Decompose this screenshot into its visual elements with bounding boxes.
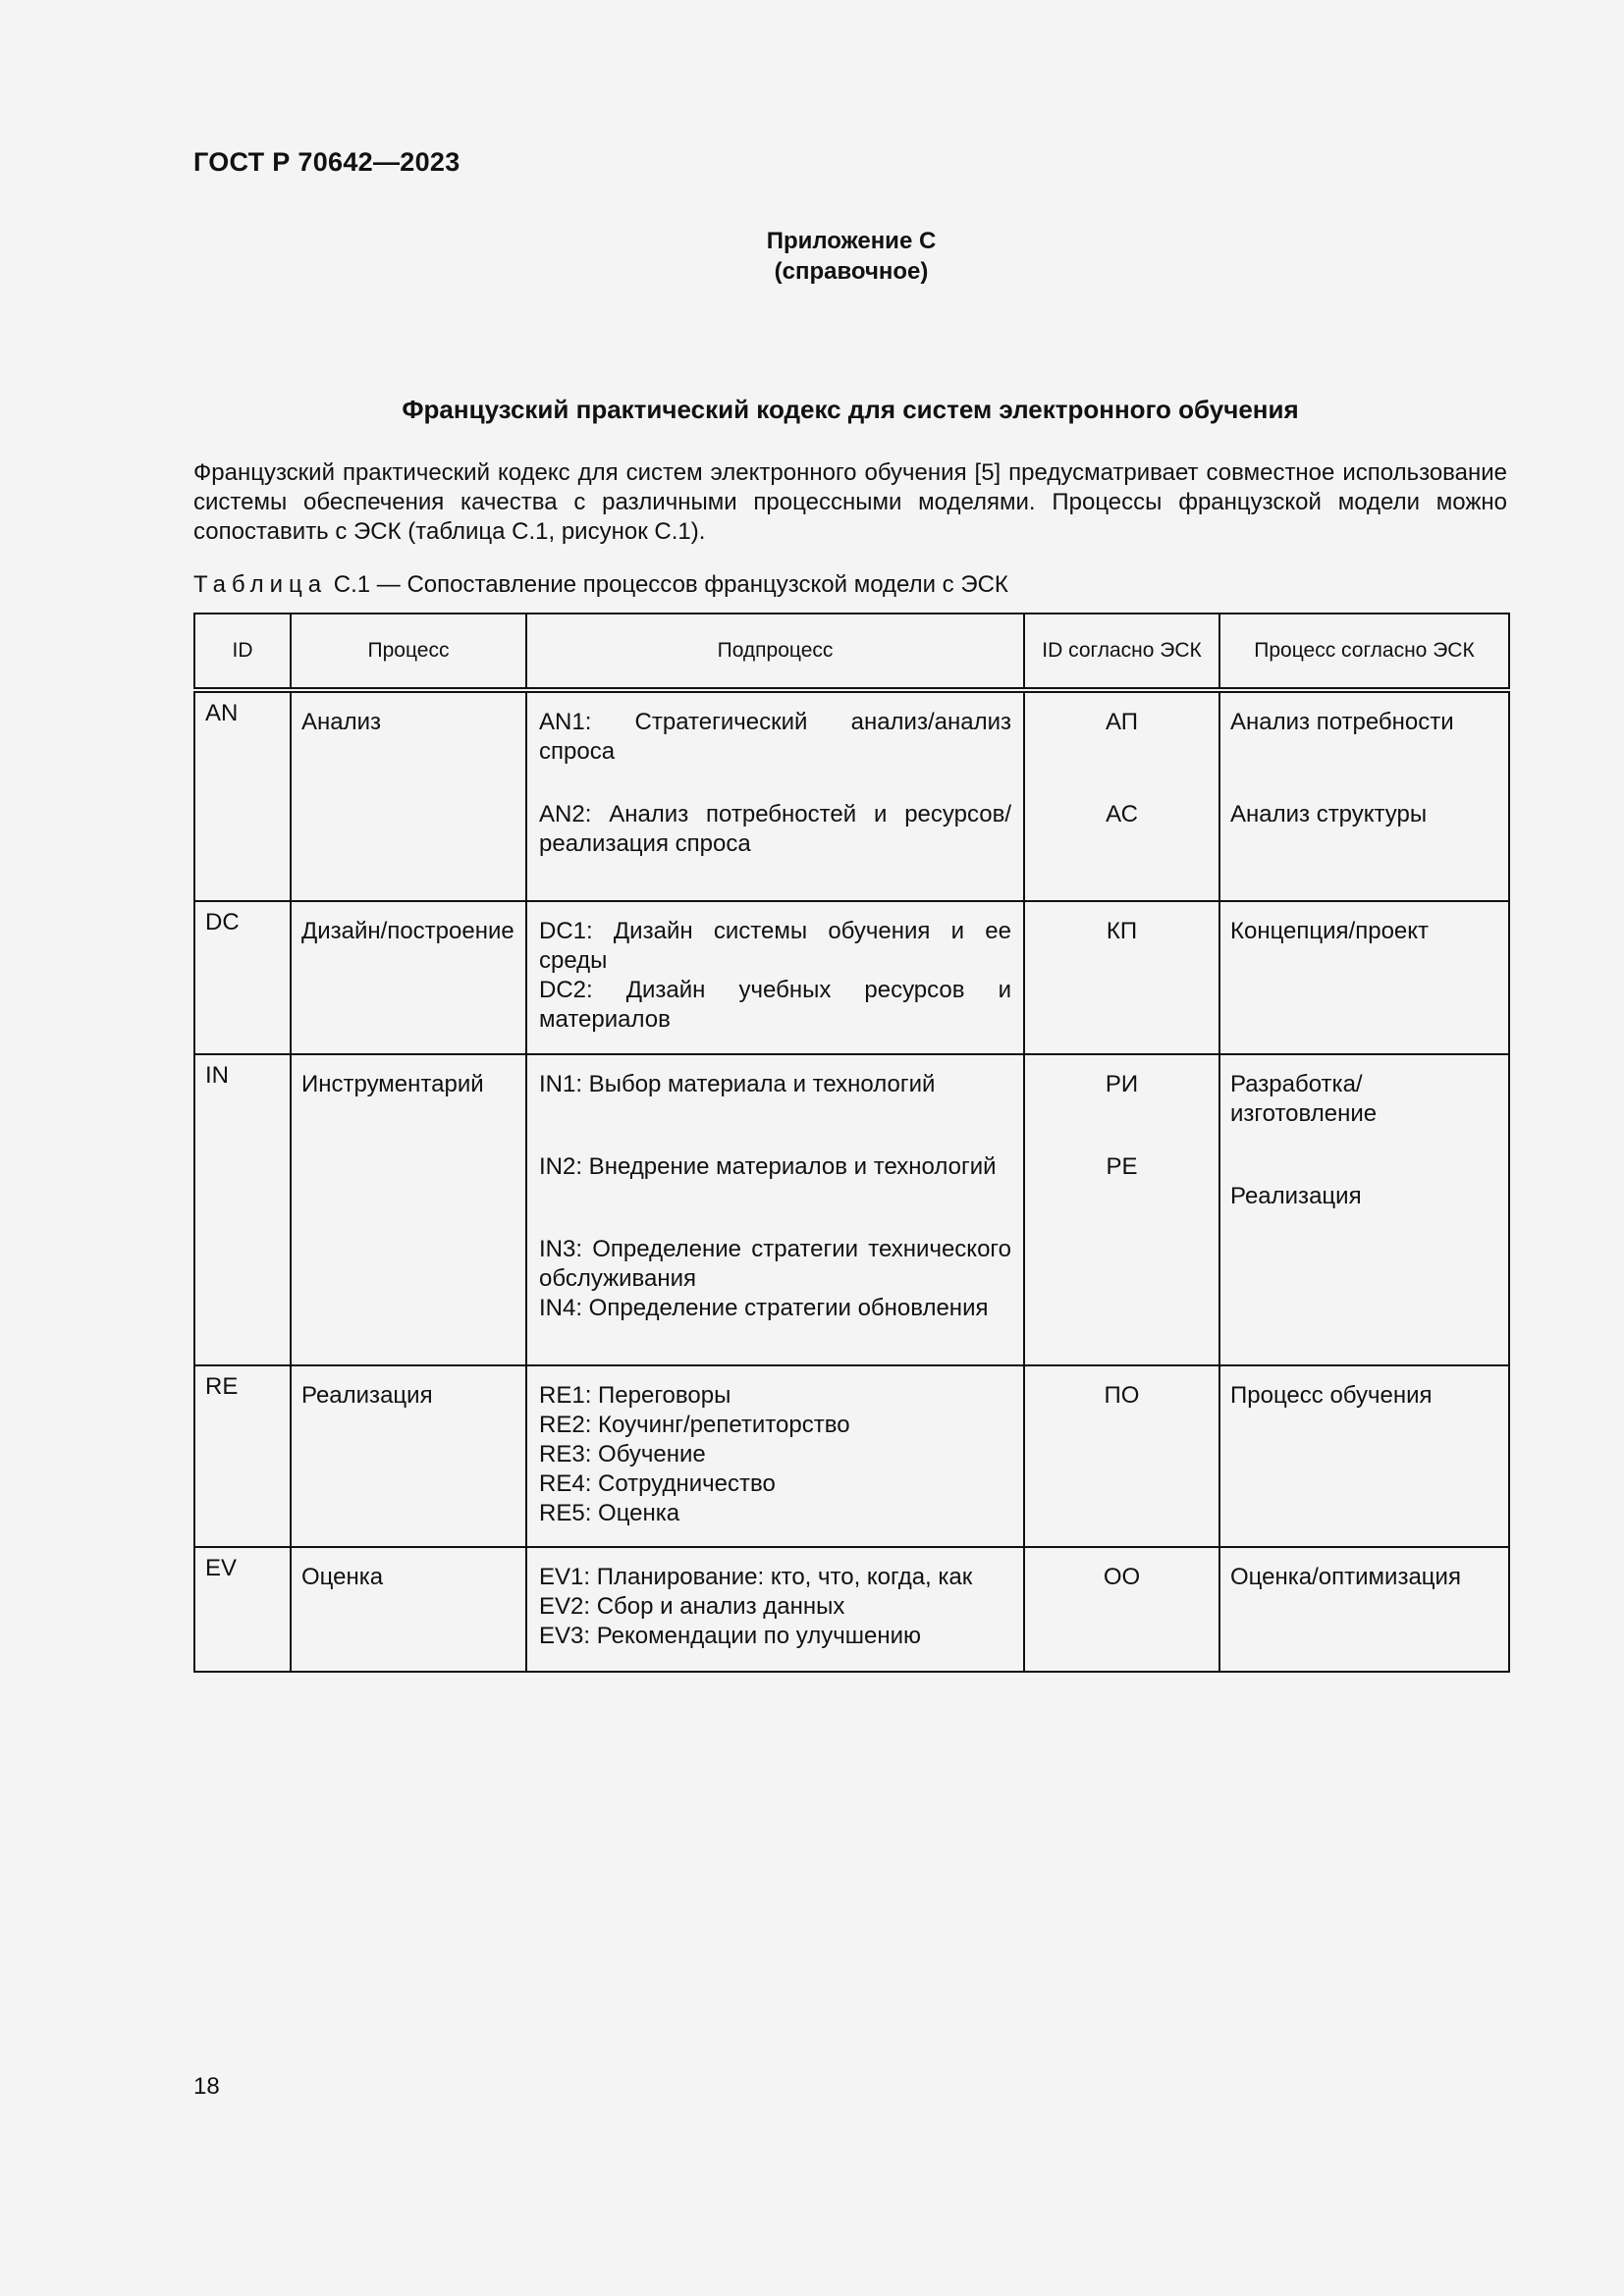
row-process: Реализация	[291, 1365, 526, 1547]
subprocess-item: IN3: Определение стратегии технического обслуживания	[539, 1236, 1011, 1292]
esk-process-group	[1230, 1563, 1498, 1592]
table-row	[194, 1365, 1509, 1547]
row-process: Анализ	[291, 690, 526, 901]
row-esk-id	[1024, 1547, 1219, 1672]
row-esk-process	[1219, 1365, 1509, 1547]
section-title: Французский практический кодекс для систем электронного обучения	[402, 395, 1299, 424]
table-row	[194, 1547, 1509, 1672]
esk-process-group	[1230, 708, 1498, 767]
subprocess-group	[539, 917, 1011, 1035]
row-esk-id	[1024, 901, 1219, 1054]
document-code: ГОСТ Р 70642—2023	[193, 147, 460, 177]
table-body	[194, 690, 1509, 1672]
subprocess-item: EV2: Сбор и анализ данных	[539, 1593, 845, 1620]
esk-process-group	[1230, 1182, 1498, 1211]
row-process: Дизайн/построение	[291, 901, 526, 1054]
esk-id-group	[1031, 708, 1213, 767]
esk-process-value: Оценка/оптимизация	[1230, 1564, 1461, 1590]
esk-id-group	[1031, 1381, 1213, 1411]
row-subprocesses	[526, 1054, 1024, 1365]
subprocess-group	[539, 1070, 1011, 1099]
subprocess-group	[539, 1563, 1011, 1651]
table-caption-text: С.1 — Сопоставление процессов французской модели с ЭСК	[333, 571, 1008, 598]
row-id: AN	[194, 690, 291, 901]
esk-id-value: ПО	[1104, 1382, 1140, 1409]
appendix-subtitle: (справочное)	[774, 258, 929, 285]
table-caption	[193, 571, 1008, 599]
subprocess-item: RE1: Переговоры	[539, 1382, 731, 1409]
esk-process-value: Реализация	[1230, 1183, 1362, 1209]
appendix-title: Приложение С	[766, 228, 937, 254]
subprocess-item: RE2: Коучинг/репетиторство	[539, 1412, 850, 1438]
esk-id-value: АП	[1106, 709, 1138, 735]
subprocess-group	[539, 1381, 1011, 1528]
row-id: DC	[194, 901, 291, 1054]
page-number: 18	[193, 2073, 220, 2100]
esk-id-value: АС	[1106, 801, 1138, 828]
subprocess-item: DC1: Дизайн системы обучения и ее среды	[539, 918, 1011, 974]
esk-process-group	[1230, 800, 1498, 829]
subprocess-item: RE4: Сотрудничество	[539, 1470, 776, 1497]
esk-process-group	[1230, 917, 1498, 946]
row-esk-process	[1219, 690, 1509, 901]
process-mapping-table	[193, 613, 1510, 1673]
esk-id-group	[1031, 800, 1213, 829]
esk-process-value: Концепция/проект	[1230, 918, 1430, 944]
subprocess-item: RE3: Обучение	[539, 1441, 706, 1468]
row-subprocesses	[526, 1547, 1024, 1672]
column-header: ID	[194, 614, 291, 690]
esk-id-group	[1031, 1070, 1213, 1099]
esk-process-group	[1230, 1070, 1498, 1129]
subprocess-item: IN2: Внедрение материалов и технологий	[539, 1153, 997, 1180]
table-row	[194, 901, 1509, 1054]
row-id: EV	[194, 1547, 291, 1672]
table-caption-label: Таблица	[193, 571, 328, 598]
table-row	[194, 690, 1509, 901]
subprocess-item: AN2: Анализ потребностей и ресурсов/ реализация спроса	[539, 801, 1011, 857]
esk-process-value: Анализ структуры	[1230, 801, 1428, 828]
subprocess-group	[539, 1235, 1011, 1323]
esk-process-value: Процесс обучения	[1230, 1382, 1433, 1409]
subprocess-item: IN4: Определение стратегии обновления	[539, 1295, 989, 1321]
row-subprocesses	[526, 690, 1024, 901]
row-esk-process	[1219, 901, 1509, 1054]
esk-id-value: КП	[1106, 918, 1138, 944]
row-esk-id	[1024, 690, 1219, 901]
subprocess-group	[539, 708, 1011, 767]
subprocess-group	[539, 800, 1011, 859]
esk-id-group	[1031, 1563, 1213, 1592]
esk-process-group	[1230, 1381, 1498, 1411]
column-header: ID согласно ЭСК	[1024, 614, 1219, 690]
row-esk-id	[1024, 1365, 1219, 1547]
column-header: Процесс	[291, 614, 526, 690]
esk-process-value: Анализ потребности	[1230, 709, 1454, 735]
table-row	[194, 1054, 1509, 1365]
esk-id-value: РИ	[1105, 1071, 1139, 1097]
row-subprocesses	[526, 901, 1024, 1054]
row-esk-process	[1219, 1547, 1509, 1672]
subprocess-item: IN1: Выбор материала и технологий	[539, 1071, 936, 1097]
row-process: Оценка	[291, 1547, 526, 1672]
column-header: Процесс согласно ЭСК	[1219, 614, 1509, 690]
subprocess-group	[539, 1152, 1011, 1182]
subprocess-item: EV1: Планирование: кто, что, когда, как	[539, 1564, 973, 1590]
esk-id-value: ОО	[1103, 1564, 1141, 1590]
row-esk-id	[1024, 1054, 1219, 1365]
row-id: IN	[194, 1054, 291, 1365]
row-id: RE	[194, 1365, 291, 1547]
column-header: Подпроцесс	[526, 614, 1024, 690]
esk-process-value: Разработка/изготовление	[1230, 1071, 1378, 1127]
subprocess-item: AN1: Стратегический анализ/анализ спроса	[539, 709, 1011, 765]
appendix-heading	[0, 226, 1624, 287]
subprocess-item: DC2: Дизайн учебных ресурсов и материалов	[539, 977, 1011, 1033]
subprocess-item: EV3: Рекомендации по улучшению	[539, 1623, 922, 1649]
row-process: Инструментарий	[291, 1054, 526, 1365]
row-subprocesses	[526, 1365, 1024, 1547]
intro-paragraph: Французский практический кодекс для систем электронного обучения [5] предусматривает совместное использование системы обеспечения качества с различными процессными моделями. Процессы французской модели можно сопоставить с ЭСК (таблица С.1, рисунок С.1).	[193, 459, 1507, 545]
table-header-row	[194, 614, 1509, 690]
esk-id-group	[1031, 917, 1213, 946]
esk-id-group	[1031, 1152, 1213, 1182]
esk-id-value: РЕ	[1106, 1153, 1138, 1180]
row-esk-process	[1219, 1054, 1509, 1365]
subprocess-item: RE5: Оценка	[539, 1500, 680, 1526]
